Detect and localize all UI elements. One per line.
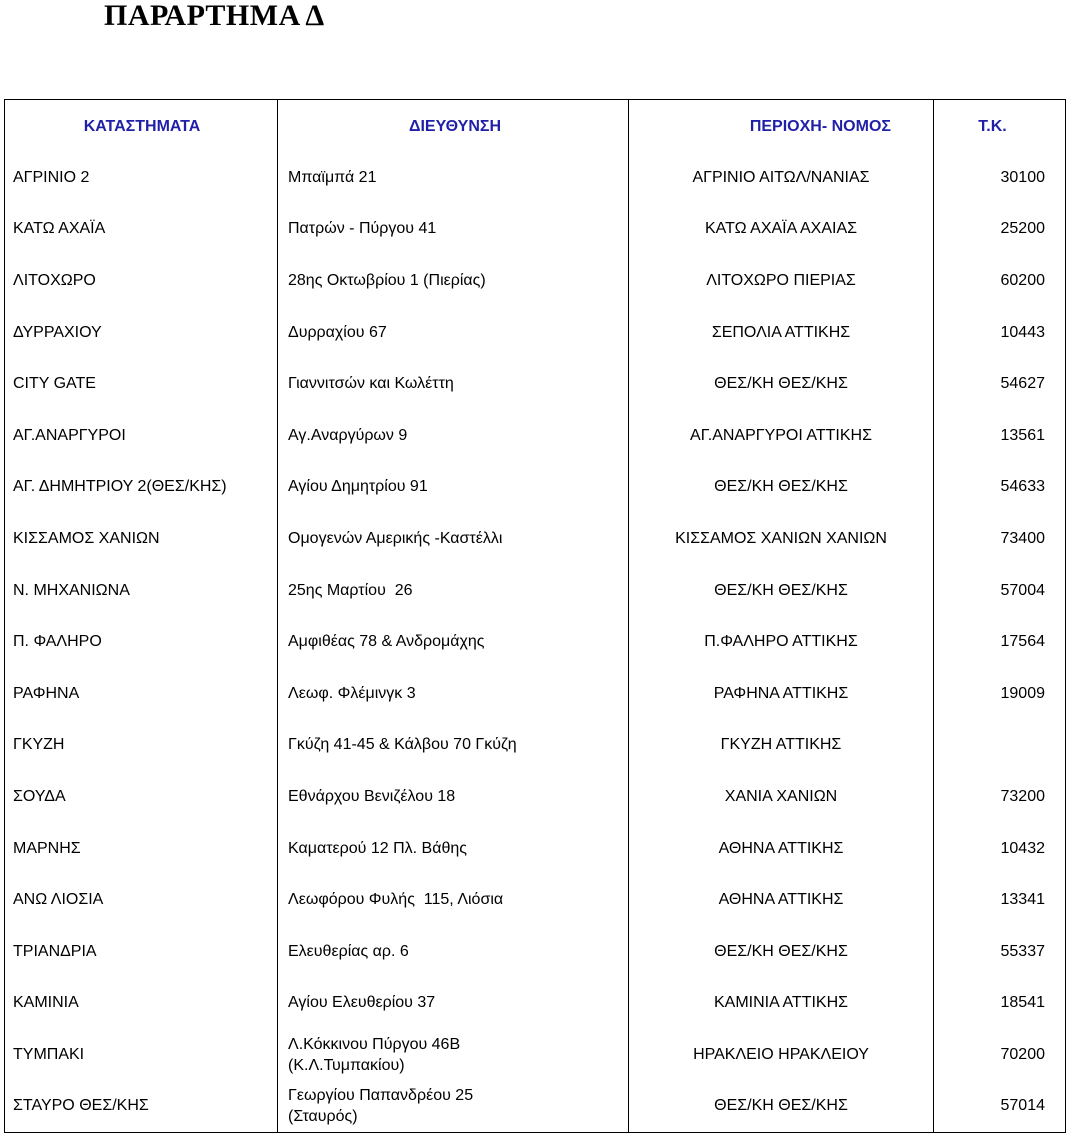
cell-store: ΑΓ. ΔΗΜΗΤΡΙΟΥ 2(ΘΕΣ/ΚΗΣ) — [5, 462, 278, 514]
cell-area: ΑΓ.ΑΝΑΡΓΥΡΟΙ ΑΤΤΙΚΗΣ — [629, 410, 934, 462]
address-line-1: Λ.Κόκκινου Πύργου 46Β — [288, 1035, 461, 1053]
cell-store: ΣΤΑΥΡΟ ΘΕΣ/ΚΗΣ — [5, 1081, 278, 1133]
cell-store: ΑΓ.ΑΝΑΡΓΥΡΟΙ — [5, 410, 278, 462]
cell-area: ΘΕΣ/ΚΗ ΘΕΣ/ΚΗΣ — [629, 565, 934, 617]
cell-store: ΛΙΤΟΧΩΡΟ — [5, 255, 278, 307]
cell-address: Ομογενών Αμερικής -Καστέλλι — [278, 513, 629, 565]
header-zip: Τ.Κ. — [934, 100, 1066, 153]
table-row — [5, 462, 1066, 514]
table-row — [5, 771, 1066, 823]
cell-address: Αγίου Δημητρίου 91 — [278, 462, 629, 514]
page-title: ΠΑΡΑΡΤΗΜΑ Δ — [104, 0, 325, 32]
cell-zip: 54633 — [934, 462, 1066, 514]
cell-area: ΘΕΣ/ΚΗ ΘΕΣ/ΚΗΣ — [629, 358, 934, 410]
cell-area: ΓΚΥΖΗ ΑΤΤΙΚΗΣ — [629, 720, 934, 772]
header-address: ΔΙΕΥΘΥΝΣΗ — [278, 100, 629, 153]
cell-address: Καματερού 12 Πλ. Βάθης — [278, 823, 629, 875]
cell-area: ΣΕΠΟΛΙΑ ΑΤΤΙΚΗΣ — [629, 307, 934, 359]
table-row — [5, 358, 1066, 410]
cell-area: ΑΓΡΙΝΙΟ ΑΙΤΩΛ/ΝΑΝΙΑΣ — [629, 152, 934, 204]
cell-store: ΣΟΥΔΑ — [5, 771, 278, 823]
cell-address: 28ης Οκτωβρίου 1 (Πιερίας) — [278, 255, 629, 307]
cell-store: ΚΑΤΩ ΑΧΑΪΑ — [5, 204, 278, 256]
cell-address: Δυρραχίου 67 — [278, 307, 629, 359]
cell-area: ΚΑΜΙΝΙΑ ΑΤΤΙΚΗΣ — [629, 978, 934, 1030]
table-header-row — [5, 100, 1066, 153]
cell-address: Λεωφ. Φλέμινγκ 3 — [278, 668, 629, 720]
cell-store: ΜΑΡΝΗΣ — [5, 823, 278, 875]
table-row — [5, 152, 1066, 204]
cell-zip: 13561 — [934, 410, 1066, 462]
cell-address: Πατρών - Πύργου 41 — [278, 204, 629, 256]
cell-zip: 30100 — [934, 152, 1066, 204]
cell-area: ΑΘΗΝΑ ΑΤΤΙΚΗΣ — [629, 823, 934, 875]
cell-address: 25ης Μαρτίου 26 — [278, 565, 629, 617]
cell-store: Π. ΦΑΛΗΡΟ — [5, 616, 278, 668]
cell-address — [278, 1029, 629, 1081]
cell-store: ΑΝΩ ΛΙΟΣΙΑ — [5, 874, 278, 926]
header-stores: ΚΑΤΑΣΤΗΜΑΤΑ — [5, 100, 278, 153]
table-row — [5, 874, 1066, 926]
cell-address: Γκύζη 41-45 & Κάλβου 70 Γκύζη — [278, 720, 629, 772]
table-row — [5, 1029, 1066, 1081]
cell-store: CITY GATE — [5, 358, 278, 410]
cell-zip: 10432 — [934, 823, 1066, 875]
cell-zip: 13341 — [934, 874, 1066, 926]
table-row — [5, 668, 1066, 720]
cell-zip: 57014 — [934, 1081, 1066, 1133]
table-body — [5, 152, 1066, 1133]
cell-address: Ελευθερίας αρ. 6 — [278, 926, 629, 978]
cell-store: Ν. ΜΗΧΑΝΙΩΝΑ — [5, 565, 278, 617]
header-area: ΠΕΡΙΟΧΗ- ΝΟΜΟΣ — [629, 100, 934, 153]
cell-area: ΘΕΣ/ΚΗ ΘΕΣ/ΚΗΣ — [629, 1081, 934, 1133]
cell-address: Αμφιθέας 78 & Ανδρομάχης — [278, 616, 629, 668]
cell-zip: 57004 — [934, 565, 1066, 617]
cell-area: ΑΘΗΝΑ ΑΤΤΙΚΗΣ — [629, 874, 934, 926]
cell-area: ΡΑΦΗΝΑ ΑΤΤΙΚΗΣ — [629, 668, 934, 720]
cell-address: Γιαννιτσών και Κωλέττη — [278, 358, 629, 410]
cell-zip: 54627 — [934, 358, 1066, 410]
table-row — [5, 978, 1066, 1030]
cell-address: Αγίου Ελευθερίου 37 — [278, 978, 629, 1030]
cell-zip: 19009 — [934, 668, 1066, 720]
cell-zip: 10443 — [934, 307, 1066, 359]
table-row — [5, 565, 1066, 617]
table-row — [5, 926, 1066, 978]
cell-zip: 70200 — [934, 1029, 1066, 1081]
cell-store: ΓΚΥΖΗ — [5, 720, 278, 772]
table-row — [5, 616, 1066, 668]
cell-store: ΔΥΡΡΑΧΙΟΥ — [5, 307, 278, 359]
cell-zip: 25200 — [934, 204, 1066, 256]
cell-address: Μπαϊμπά 21 — [278, 152, 629, 204]
cell-area: ΗΡΑΚΛΕΙΟ ΗΡΑΚΛΕΙΟΥ — [629, 1029, 934, 1081]
cell-address: Λεωφόρου Φυλής 115, Λιόσια — [278, 874, 629, 926]
address-line-1: Γεωργίου Παπανδρέου 25 — [288, 1087, 474, 1105]
stores-table — [4, 99, 1066, 1133]
cell-area: ΧΑΝΙΑ ΧΑΝΙΩΝ — [629, 771, 934, 823]
table-row — [5, 823, 1066, 875]
cell-zip: 17564 — [934, 616, 1066, 668]
cell-area: ΘΕΣ/ΚΗ ΘΕΣ/ΚΗΣ — [629, 926, 934, 978]
cell-zip: 73400 — [934, 513, 1066, 565]
cell-zip: 73200 — [934, 771, 1066, 823]
address-line-2: (Σταυρός) — [288, 1108, 358, 1126]
cell-store: ΚΙΣΣΑΜΟΣ ΧΑΝΙΩΝ — [5, 513, 278, 565]
table-row — [5, 1081, 1066, 1133]
table-row — [5, 204, 1066, 256]
table-row — [5, 513, 1066, 565]
table-row — [5, 410, 1066, 462]
cell-zip — [934, 720, 1066, 772]
cell-area: ΚΙΣΣΑΜΟΣ ΧΑΝΙΩΝ ΧΑΝΙΩΝ — [629, 513, 934, 565]
cell-address: Εθνάρχου Βενιζέλου 18 — [278, 771, 629, 823]
cell-store: ΤΡΙΑΝΔΡΙΑ — [5, 926, 278, 978]
cell-store: ΤΥΜΠΑΚΙ — [5, 1029, 278, 1081]
cell-address — [278, 1081, 629, 1133]
table-row — [5, 255, 1066, 307]
cell-area: ΚΑΤΩ ΑΧΑΪΑ ΑΧΑΙΑΣ — [629, 204, 934, 256]
cell-zip: 60200 — [934, 255, 1066, 307]
table-row — [5, 720, 1066, 772]
cell-area: ΘΕΣ/ΚΗ ΘΕΣ/ΚΗΣ — [629, 462, 934, 514]
cell-area: Π.ΦΑΛΗΡΟ ΑΤΤΙΚΗΣ — [629, 616, 934, 668]
cell-store: ΡΑΦΗΝΑ — [5, 668, 278, 720]
cell-zip: 55337 — [934, 926, 1066, 978]
cell-address: Αγ.Αναργύρων 9 — [278, 410, 629, 462]
cell-area: ΛΙΤΟΧΩΡΟ ΠΙΕΡΙΑΣ — [629, 255, 934, 307]
table-row — [5, 307, 1066, 359]
cell-zip: 18541 — [934, 978, 1066, 1030]
cell-store: ΑΓΡΙΝΙΟ 2 — [5, 152, 278, 204]
cell-store: ΚΑΜΙΝΙΑ — [5, 978, 278, 1030]
address-line-2: (Κ.Λ.Τυμπακίου) — [288, 1056, 405, 1074]
